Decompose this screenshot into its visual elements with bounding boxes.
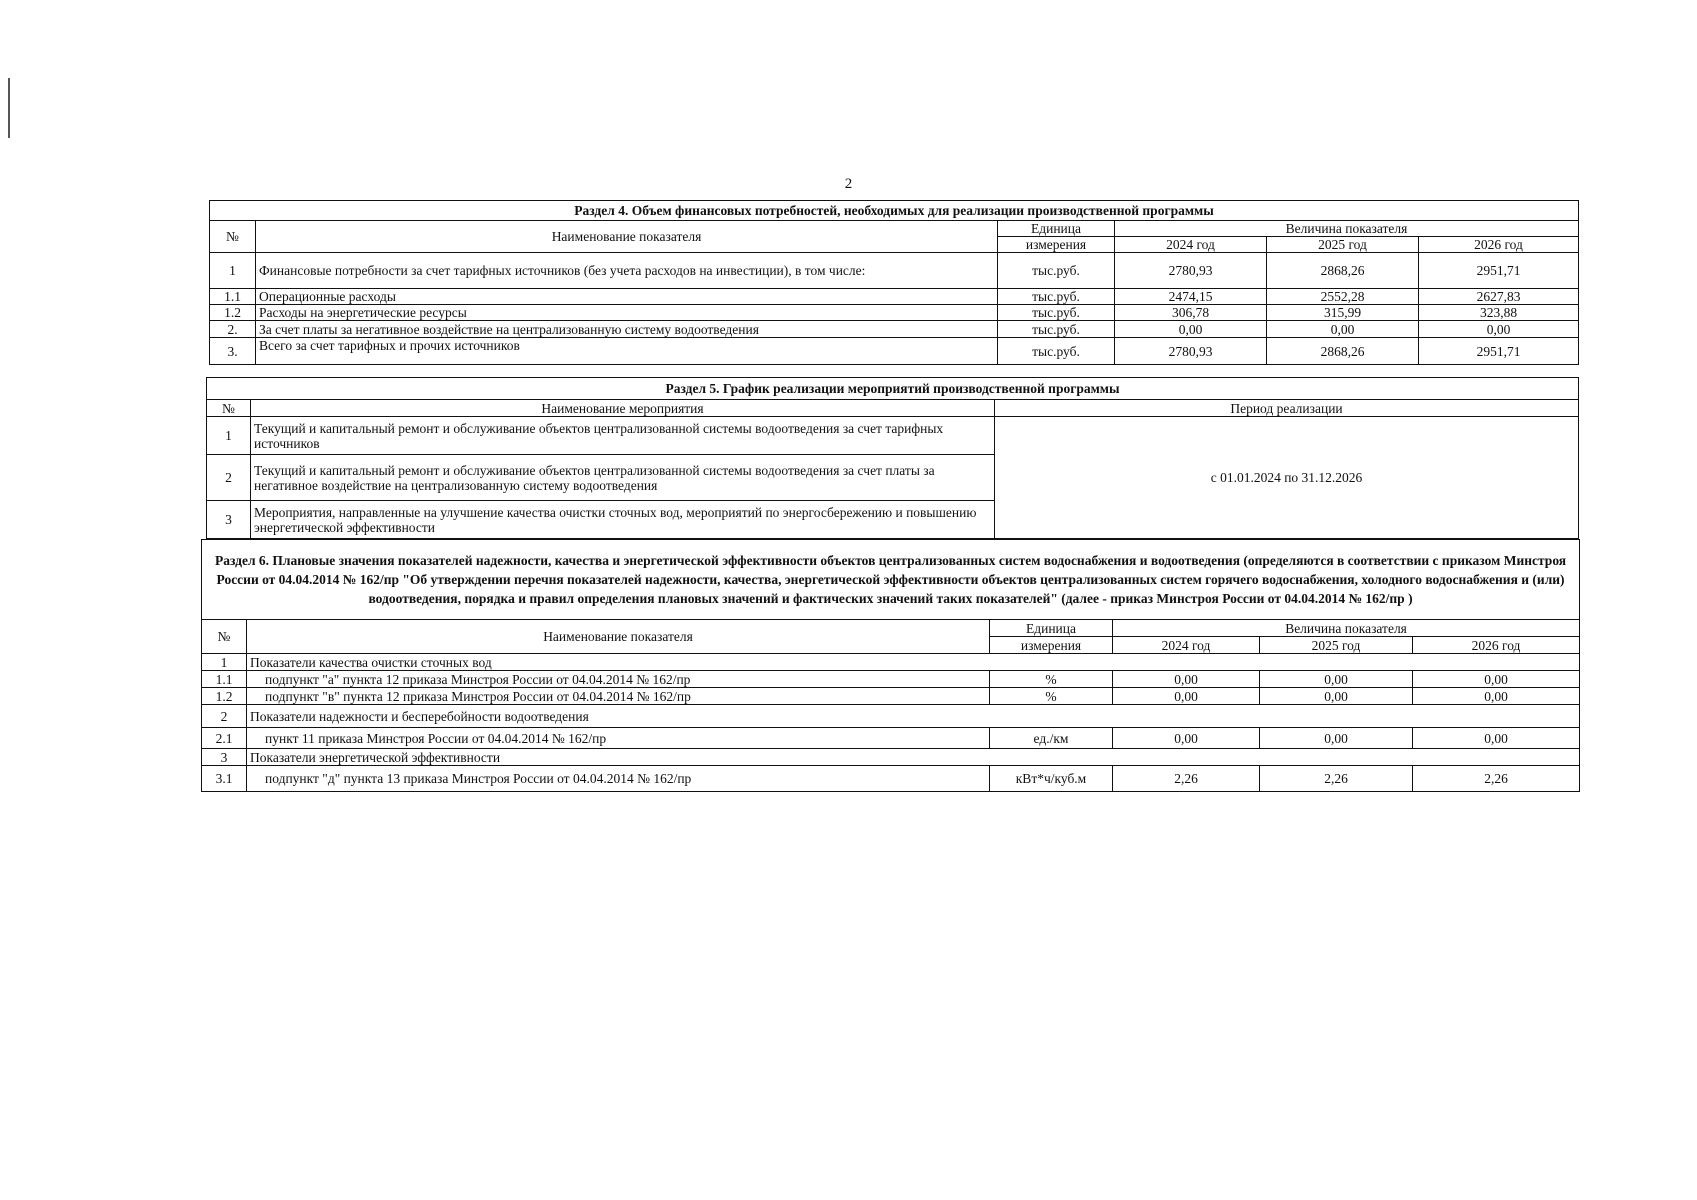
section5-col-num: № — [207, 400, 251, 417]
section4-col-unit-2: измерения — [998, 237, 1115, 253]
row-name: подпункт "в" пункта 12 приказа Минстроя России от 04.04.2014 № 162/пр — [247, 688, 990, 705]
row-unit: тыс.руб. — [998, 253, 1115, 289]
row-value-2026: 0,00 — [1413, 728, 1580, 749]
row-value-2026: 0,00 — [1413, 671, 1580, 688]
row-num: 1 — [202, 654, 247, 671]
section4-title: Раздел 4. Объем финансовых потребностей, необходимых для реализации производственной программы — [210, 201, 1579, 221]
row-num: 1 — [207, 417, 251, 455]
section4-table — [209, 200, 1579, 365]
section6-year-2024: 2024 год — [1113, 637, 1260, 654]
row-value-2024: 2780,93 — [1115, 338, 1267, 365]
section6-col-num: № — [202, 620, 247, 654]
row-unit: % — [990, 688, 1113, 705]
section5-table — [206, 377, 1579, 539]
row-num: 2 — [207, 455, 251, 501]
section6-title: Раздел 6. Плановые значения показателей надежности, качества и энергетической эффективности объектов централизованных систем водоснабжения и водоотведения (определяются в соответствии с приказом Минстроя России от 04.04.2014 № 162/пр "Об утверждении перечня показателей надежности, качества, энергетической эффективности объектов централизованных систем горячего водоснабжения, холодного водоснабжения и (или) водоотведения, порядка и правил определения плановых значений и фактических значений таких показателей" (далее - приказ Минстроя России от 04.04.2014 № 162/пр ) — [202, 540, 1580, 620]
row-unit: ед./км — [990, 728, 1113, 749]
row-num: 2 — [202, 705, 247, 728]
row-value-2024: 306,78 — [1115, 305, 1267, 321]
table-row — [210, 305, 1579, 321]
row-value-2025: 315,99 — [1267, 305, 1419, 321]
section4-col-name: Наименование показателя — [256, 221, 998, 253]
row-num: 2.1 — [202, 728, 247, 749]
row-value-2024: 0,00 — [1115, 321, 1267, 338]
row-name: Операционные расходы — [256, 289, 998, 305]
row-value-2025: 0,00 — [1260, 671, 1413, 688]
row-value-2024: 0,00 — [1113, 671, 1260, 688]
row-name: Расходы на энергетические ресурсы — [256, 305, 998, 321]
row-name: Показатели энергетической эффективности — [247, 749, 1580, 766]
table-row — [202, 671, 1580, 688]
row-name: Финансовые потребности за счет тарифных источников (без учета расходов на инвестиции), в том числе: — [256, 253, 998, 289]
section6-table — [201, 539, 1580, 792]
row-value-2024: 2,26 — [1113, 766, 1260, 792]
section4-col-value: Величина показателя — [1115, 221, 1579, 237]
group-row — [202, 705, 1580, 728]
row-num: 1.2 — [210, 305, 256, 321]
row-value-2025: 2868,26 — [1267, 253, 1419, 289]
row-value-2026: 2,26 — [1413, 766, 1580, 792]
row-num: 1.2 — [202, 688, 247, 705]
row-value-2024: 0,00 — [1113, 688, 1260, 705]
section6-col-unit-1: Единица — [990, 620, 1113, 637]
row-name: Мероприятия, направленные на улучшение качества очистки сточных вод, мероприятий по энергосбережению и повышению энергетической эффективности — [251, 501, 995, 539]
section4-year-2025: 2025 год — [1267, 237, 1419, 253]
row-name: Текущий и капитальный ремонт и обслуживание объектов централизованной системы водоотведения за счет платы за негативное воздействие на централизованную систему водоотведения — [251, 455, 995, 501]
row-name: Всего за счет тарифных и прочих источников — [256, 338, 998, 365]
table-row — [210, 321, 1579, 338]
section6-col-name: Наименование показателя — [247, 620, 990, 654]
row-name: Показатели качества очистки сточных вод — [247, 654, 1580, 671]
section6-col-unit-2: измерения — [990, 637, 1113, 654]
row-unit: кВт*ч/куб.м — [990, 766, 1113, 792]
page-number: 2 — [844, 176, 853, 192]
row-num: 3 — [202, 749, 247, 766]
row-value-2025: 2,26 — [1260, 766, 1413, 792]
row-value-2024: 0,00 — [1113, 728, 1260, 749]
row-value-2025: 2552,28 — [1267, 289, 1419, 305]
row-num: 1.1 — [210, 289, 256, 305]
row-name: Показатели надежности и бесперебойности водоотведения — [247, 705, 1580, 728]
section5-period: с 01.01.2024 по 31.12.2026 — [995, 417, 1579, 539]
section4-col-num: № — [210, 221, 256, 253]
row-num: 1 — [210, 253, 256, 289]
row-num: 3. — [210, 338, 256, 365]
table-row — [202, 728, 1580, 749]
row-unit: тыс.руб. — [998, 321, 1115, 338]
section5-title: Раздел 5. График реализации мероприятий производственной программы — [207, 378, 1579, 400]
scan-edge-mark — [8, 78, 10, 138]
section4-col-unit-1: Единица — [998, 221, 1115, 237]
row-value-2026: 0,00 — [1419, 321, 1579, 338]
section6-year-2026: 2026 год — [1413, 637, 1580, 654]
section4-year-2026: 2026 год — [1419, 237, 1579, 253]
row-value-2026: 0,00 — [1413, 688, 1580, 705]
row-value-2026: 2951,71 — [1419, 338, 1579, 365]
row-value-2026: 323,88 — [1419, 305, 1579, 321]
row-value-2025: 0,00 — [1260, 728, 1413, 749]
row-name: Текущий и капитальный ремонт и обслуживание объектов централизованной системы водоотведения за счет тарифных источников — [251, 417, 995, 455]
row-num: 1.1 — [202, 671, 247, 688]
table-row — [210, 253, 1579, 289]
table-row — [202, 688, 1580, 705]
group-row — [202, 654, 1580, 671]
row-name: За счет платы за негативное воздействие на централизованную систему водоотведения — [256, 321, 998, 338]
section6-col-value: Величина показателя — [1113, 620, 1580, 637]
section4-year-2024: 2024 год — [1115, 237, 1267, 253]
row-num: 3 — [207, 501, 251, 539]
row-num: 2. — [210, 321, 256, 338]
row-value-2025: 0,00 — [1267, 321, 1419, 338]
row-unit: % — [990, 671, 1113, 688]
row-unit: тыс.руб. — [998, 338, 1115, 365]
section5-col-period: Период реализации — [995, 400, 1579, 417]
row-value-2025: 2868,26 — [1267, 338, 1419, 365]
group-row — [202, 749, 1580, 766]
table-row — [202, 766, 1580, 792]
row-unit: тыс.руб. — [998, 305, 1115, 321]
row-value-2024: 2780,93 — [1115, 253, 1267, 289]
row-value-2024: 2474,15 — [1115, 289, 1267, 305]
row-name: подпункт "д" пункта 13 приказа Минстроя России от 04.04.2014 № 162/пр — [247, 766, 990, 792]
row-num: 3.1 — [202, 766, 247, 792]
section6-year-2025: 2025 год — [1260, 637, 1413, 654]
table-row — [210, 338, 1579, 365]
row-value-2025: 0,00 — [1260, 688, 1413, 705]
row-name: подпункт "а" пункта 12 приказа Минстроя России от 04.04.2014 № 162/пр — [247, 671, 990, 688]
row-value-2026: 2951,71 — [1419, 253, 1579, 289]
section5-col-name: Наименование мероприятия — [251, 400, 995, 417]
table-row — [207, 417, 1579, 455]
row-name: пункт 11 приказа Минстроя России от 04.04.2014 № 162/пр — [247, 728, 990, 749]
row-value-2026: 2627,83 — [1419, 289, 1579, 305]
row-unit: тыс.руб. — [998, 289, 1115, 305]
table-row — [210, 289, 1579, 305]
